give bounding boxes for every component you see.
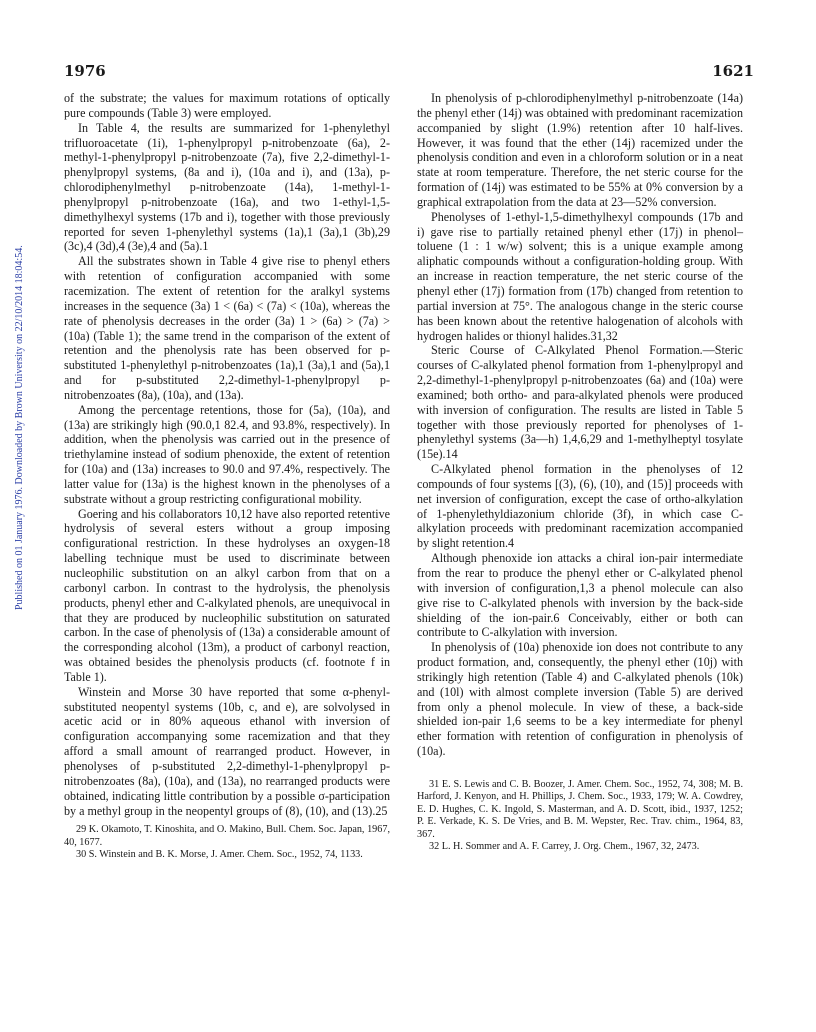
paragraph: Goering and his collaborators 10,12 have also reported retentive hydrolysis of several esters without a group imposing configurational restriction. In these hydrolyses an oxygen-18 labelling technique must be used to discriminate between nucleophilic substitution on an alkyl carbon from that on a carbonyl carbon. In contrast to the hydrolysis, the phenolysis products, phenyl ether and C-alkylated phenols, are unequivocal in that they are produced by nucleophilic substitution on saturated carbon. In the case of phenolysis of (13a) a considerable amount of the corresponding alcohol (13m), a product of carbonyl reaction, was obtained besides the phenolysis products (cf. footnote f in Table 1). [64, 506, 390, 684]
download-watermark: Published on 01 January 1976. Downloaded by Brown University on 22/10/2014 18:04:54. [14, 245, 25, 610]
footnote: 30 S. Winstein and B. K. Morse, J. Amer. Chem. Soc., 1952, 74, 1133. [76, 849, 363, 861]
paragraph: of the substrate; the values for maximum rotations of optically pure compounds (Table 3) were employed. [64, 91, 390, 120]
page-number: 1621 [712, 62, 754, 80]
footnotes-right [417, 779, 743, 853]
right-column [417, 91, 743, 853]
left-column [64, 91, 390, 862]
paragraph: In phenolysis of (10a) phenoxide ion does not contribute to any product formation, and, consequently, the phenyl ether (10j) with strikingly high retention (Table 4) and C-alkylated phenols (10k) and (10l) with almost complete inversion (Table 5) are derived from only a phenol molecule. In view of these, a back-side shielded ion-pair 1,6 seems to be a key intermediate for phenyl ether formation with retention of configuration in phenolysis of (10a). [417, 640, 743, 759]
footnote: 32 L. H. Sommer and A. F. Carrey, J. Org. Chem., 1967, 32, 2473. [429, 841, 700, 852]
paragraph: In Table 4, the results are summarized for 1-phenylethyl trifluoroacetate (1i), 1-phenylpropyl p-nitrobenzoate (6a), 2-methyl-1-phenylpropyl p-nitrobenzoate (7a), five 2,2-dimethyl-1-phenylpropyl systems, (8a and i), (10a and i), and (13a), p-chlorodiphenylmethyl p-nitrobenzoate (14a), 1-methyl-1-phenylpropyl p-nitrobenzoate (16a), and two 1-ethyl-1,5-dimethylhexyl systems (17b and i), together with those previously reported for seven 1-phenylethyl systems (1a),1 (3a),1 (3b),29 (3c),4 (3d),4 (3e),4 and (5a).1 [64, 120, 390, 254]
paragraph: Steric Course of C-Alkylated Phenol Formation.—Steric courses of C-alkylated phenol formation from 1-phenylpropyl and 2,2-dimethyl-1-phenylpropyl p-nitrobenzoates (6a) and (10a) were examined; both ortho- and para-alkylated phenols were produced with inversion of configuration. The results are listed in Table 5 together with those previously reported for phenolyses of 1-phenylethyl systems (3a—h) 1,4,6,29 and 1-methylheptyl tosylate (15e).14 [417, 343, 743, 462]
footnote-spacer [417, 759, 743, 773]
paragraph: Although phenoxide ion attacks a chiral ion-pair intermediate from the rear to produce the phenyl ether or C-alkylated phenol with inversion of configuration,1,3 a phenol molecule can also give rise to C-alkylated phenols with inversion by the back-side shielding of the ion-pair.6 Conceivably, either or both can contribute to C-alkylation with inversion. [417, 551, 743, 640]
paragraph: Phenolyses of 1-ethyl-1,5-dimethylhexyl compounds (17b and i) gave rise to partially retained phenyl ether (17j) in phenol–toluene (1 : 1 w/w) solvent; this is a unique example among aliphatic compounds without a configuration-holding group. With an increase in reaction temperature, the net steric course of the phenyl ether (17j) formation from (17b) changed from retention to partial inversion at 75°. The analogous change in the steric course has been known about the retentive halogenation of alcohols with hydrogen halides or thionyl halides.31,32 [417, 209, 743, 343]
paragraph: In phenolysis of p-chlorodiphenylmethyl p-nitrobenzoate (14a) the phenyl ether (14j) was obtained with predominant racemization accompanied by slight (1.9%) retention after 10 half-lives. However, it was found that the ether (14j) racemized under the phenolysis condition and even in a chloroform solution or in a neat state at room temperature. Therefore, the net steric course for the formation of (14j) was estimated to be 55% at 0% conversion by a graphical extrapolation from the data at 23—52% conversion. [417, 91, 743, 209]
paragraph: All the substrates shown in Table 4 give rise to phenyl ethers with retention of configuration accompanied with some racemization. The extent of retention for the aralkyl systems increases in the sequence (3a) 1 < (6a) < (7a) < (10a), whereas the rate of phenolysis decreases in the order (3a) 1 > (6a) > (7a) > (10a) (Table 1); the same trend in the comparison of the extent of retention and the phenolysis rate has been observed for p-substituted 1-phenylethyl p-nitrobenzoates (1a),1 (3a),1 and (5a),1 and for p-substituted 2,2-dimethyl-1-phenylpropyl p-nitrobenzoates (8a), (10a), and (13a). [64, 254, 390, 402]
paragraph: Among the percentage retentions, those for (5a), (10a), and (13a) are strikingly high (90.0,1 82.4, and 93.8%, respectively). In addition, when the phenolysis was carried out in the presence of triethylamine instead of sodium phenoxide, the extent of retention for (10a) and (13a) increases to 90.0 and 97.4%, respectively. The latter value for (13a) is the highest known in the phenolyses of a substrate without a group restricting configurational mobility. [64, 402, 390, 506]
publication-year: 1976 [64, 62, 106, 80]
page-header [64, 62, 754, 82]
paragraph: C-Alkylated phenol formation in the phenolyses of 12 compounds of four systems [(3), (6), (10), and (15)] proceeds with net inversion of configuration, except the case of ortho-alkylation of 1-phenylethyldiazonium chloride (3f), in which case C-alkylation proceeds with predominant racemization accompanied by slight retention.4 [417, 462, 743, 551]
footnotes-left [64, 824, 390, 861]
footnote: 31 E. S. Lewis and C. B. Boozer, J. Amer. Chem. Soc., 1952, 74, 308; M. B. Harford, J. Kenyon, and H. Phillips, J. Chem. Soc., 1933, 179; W. A. Cowdrey, E. D. Hughes, C. K. Ingold, S. Masterman, and A. D. Scott, ibid., 1937, 1252; P. E. Verkade, K. S. De Vries, and B. M. Wepster, Rec. Trav. chim., 1964, 83, 367. [417, 778, 743, 840]
paragraph: Winstein and Morse 30 have reported that some α-phenyl-substituted neopentyl systems (10b, c, and e), are solvolysed in acetic acid or in 80% aqueous ethanol with inversion of configuration accompanying some racemization and that they afford a small amount of rearranged product. However, in phenolyses of p-substituted 2,2-dimethyl-1-phenylpropyl p-nitrobenzoates (8a), (10a), and (13a), no rearranged products were obtained, indicating little contribution by a possible σ-participation by a methyl group in the neopentyl groups of (8), (10), and (13).25 [64, 684, 390, 818]
footnote: 29 K. Okamoto, T. Kinoshita, and O. Makino, Bull. Chem. Soc. Japan, 1967, 40, 1677. [64, 824, 390, 848]
